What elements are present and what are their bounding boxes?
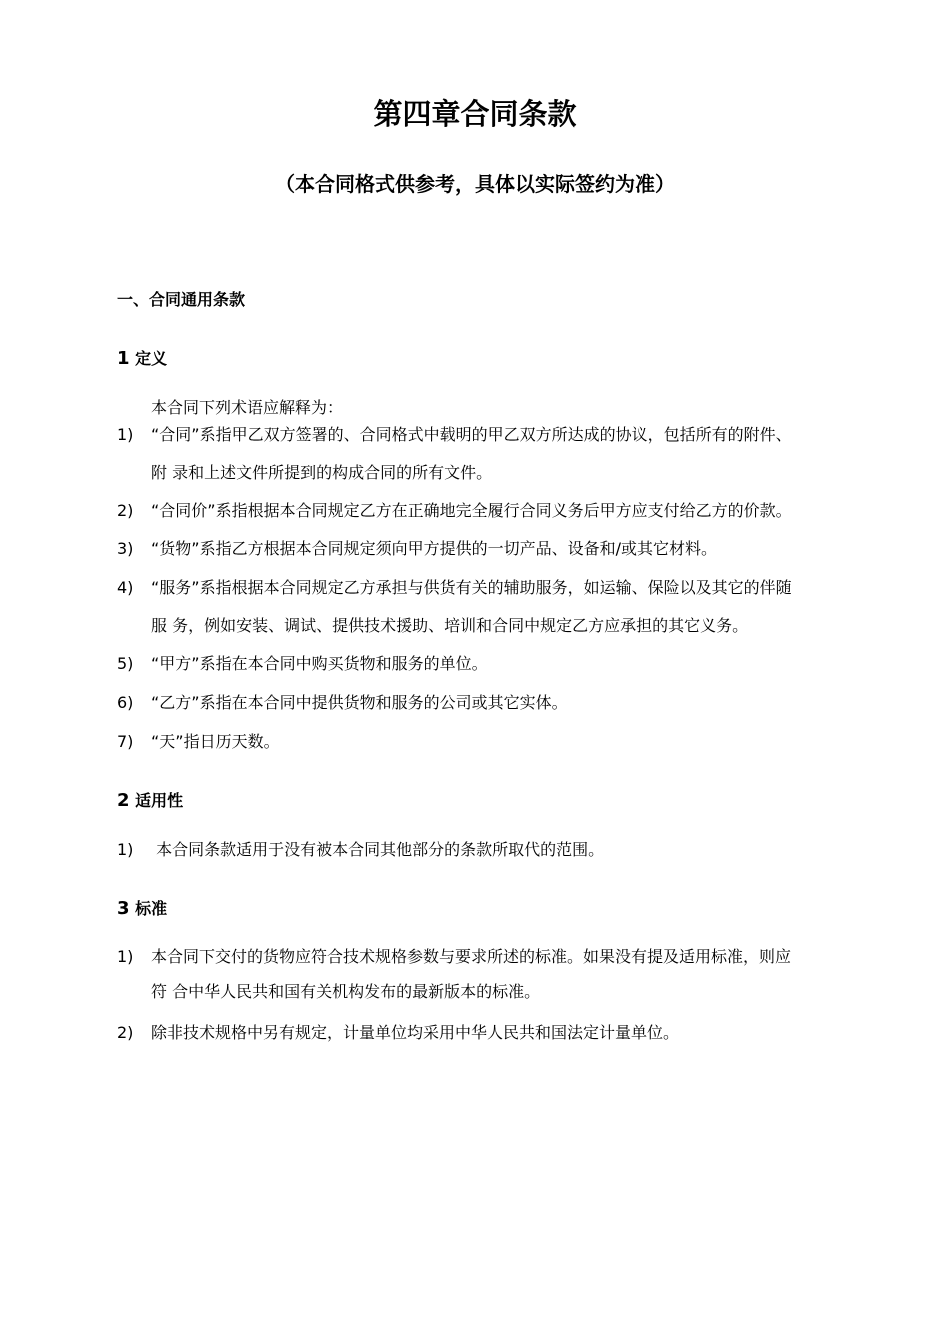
- list-item-text: “天”指日历天数。: [151, 732, 280, 751]
- list-item-number: 2): [117, 501, 134, 520]
- section-heading-general-terms: 一、合同通用条款: [117, 290, 246, 309]
- list-item-line: 服 务，例如安装、调试、提供技术援助、培训和合同中规定乙方应承担的其它义务。: [151, 616, 749, 635]
- list-item-number: 5): [117, 654, 134, 673]
- list-item-line: “服务”系指根据本合同规定乙方承担与供货有关的辅助服务，如运输、保险以及其它的伴随: [151, 578, 792, 597]
- list-item-number: 1): [117, 947, 134, 966]
- list-item-text: 除非技术规格中另有规定，计量单位均采用中华人民共和国法定计量单位。: [151, 1023, 680, 1042]
- clause-heading-standards: [117, 897, 167, 921]
- list-item-number: 6): [117, 693, 134, 712]
- list-item-text: 本合同条款适用于没有被本合同其他部分的条款所取代的范围。: [151, 840, 605, 859]
- list-item-number: 2): [117, 1023, 134, 1042]
- list-item-text: “乙方”系指在本合同中提供货物和服务的公司或其它实体。: [151, 693, 568, 712]
- clause-heading-definitions: [117, 347, 167, 371]
- list-item-text: “甲方”系指在本合同中购买货物和服务的单位。: [151, 654, 488, 673]
- clause-number: 3: [117, 898, 130, 919]
- list-item-text: “合同价”系指根据本合同规定乙方在正确地完全履行合同义务后甲方应支付给乙方的价款。: [151, 501, 792, 520]
- list-item-line: 附 录和上述文件所提到的构成合同的所有文件。: [151, 463, 493, 482]
- clause-heading-applicability: [117, 789, 183, 813]
- document-title: 第四章合同条款: [373, 97, 577, 131]
- list-item-line: 符 合中华人民共和国有关机构发布的最新版本的标准。: [151, 982, 541, 1001]
- list-item-number: 3): [117, 539, 134, 558]
- list-item-number: 7): [117, 732, 134, 751]
- clause-title: 定义: [135, 349, 168, 368]
- list-item-text: [151, 423, 841, 485]
- list-item-line: “合同”系指甲乙双方签署的、合同格式中载明的甲乙双方所达成的协议，包括所有的附件、: [151, 425, 792, 444]
- list-item-text: “货物”系指乙方根据本合同规定须向甲方提供的一切产品、设备和/或其它材料。: [151, 539, 717, 558]
- list-item-number: 1): [117, 425, 134, 444]
- document-subtitle: （本合同格式供参考，具体以实际签约为准）: [275, 172, 675, 196]
- clause-title: 适用性: [135, 791, 184, 810]
- list-item-text: [151, 945, 841, 1004]
- clause-title: 标准: [135, 899, 168, 918]
- clause-number: 2: [117, 790, 130, 811]
- list-item-text: [151, 576, 841, 638]
- list-item-number: 4): [117, 578, 134, 597]
- clause-number: 1: [117, 348, 130, 369]
- list-item-number: 1): [117, 840, 134, 859]
- list-item-line: 本合同下交付的货物应符合技术规格参数与要求所述的标准。如果没有提及适用标准，则应: [151, 947, 792, 966]
- definitions-intro: 本合同下列术语应解释为：: [151, 398, 344, 417]
